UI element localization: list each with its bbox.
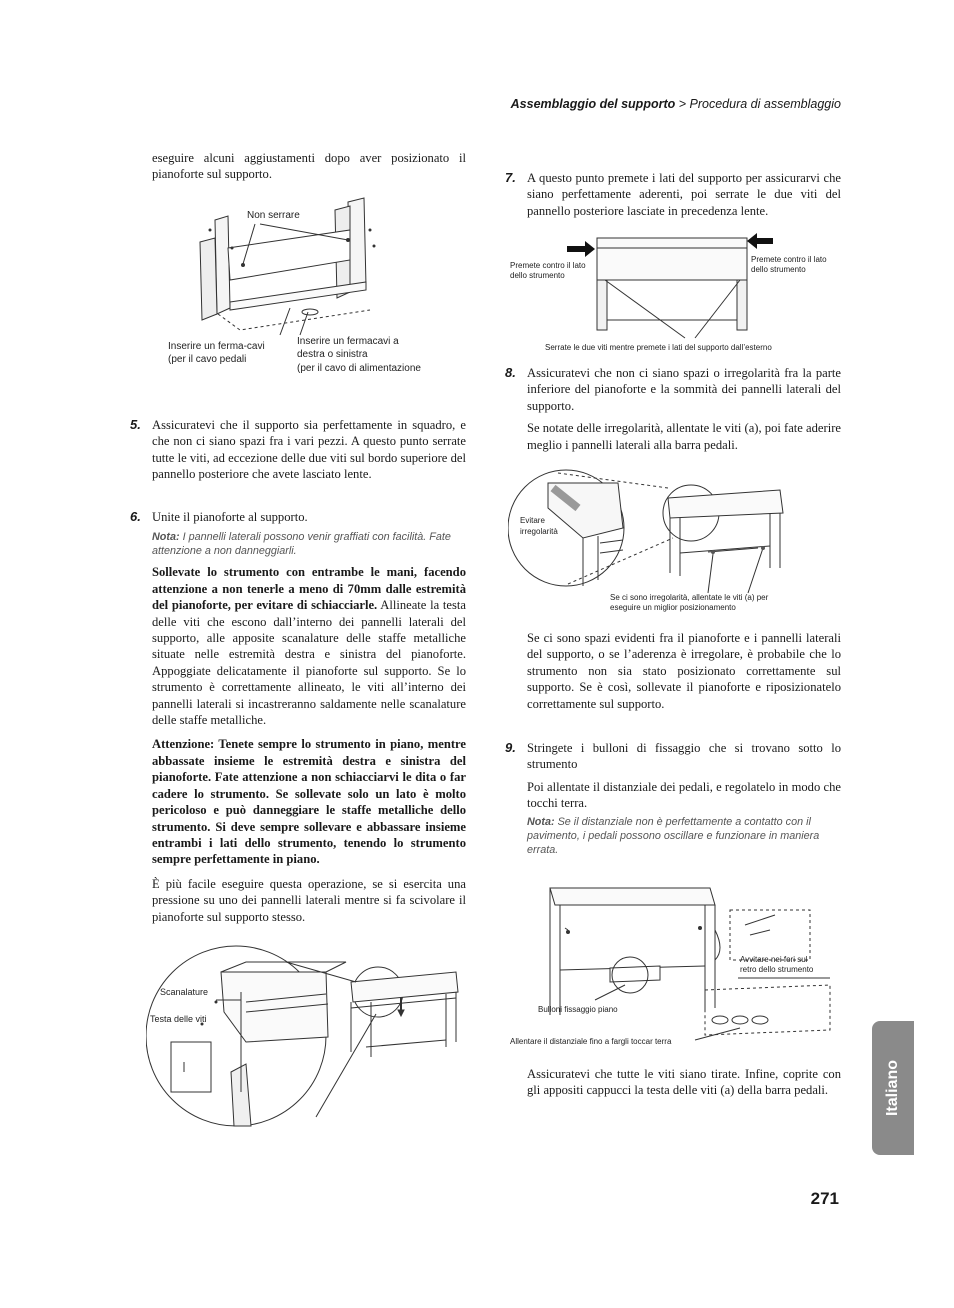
step-6-warning: Attenzione: Tenete sempre lo strumento in piano, mentre abbassate insieme le estremità destra e sinistra del pianoforte. Fate attenzione a non schiacciarvi le dita o far cadere lo strumento. Se sollevate solo un lato è molto pericoloso e può danneggiare le staffe metalliche dello strumento. Si deve sempre sollevare e abbassare insieme entrambi i lati dello strumento, tenendo lo strumento sempre perfettamente in piano. <box>152 737 466 867</box>
step-9-note <box>527 815 841 857</box>
fig5-label-avvitare-1: Avvitare nei fori sul <box>740 955 808 964</box>
step-5-body <box>152 417 466 489</box>
fig5-label-bulloni: Bulloni fissaggio piano <box>538 1005 618 1014</box>
step-6-note-label: Nota: <box>152 531 180 544</box>
fig5-label-allentare: Allentare il distanziale fino a fargli toccar terra <box>510 1037 672 1046</box>
running-header <box>511 97 841 111</box>
fig2-label-scanalature: Scanalature <box>160 987 209 997</box>
figure-press-sides <box>505 228 845 353</box>
header-subsection: Procedura di assemblaggio <box>689 97 841 111</box>
fig4-label-evitare-1: Evitare <box>520 516 545 525</box>
step-6-number: 6. <box>130 509 141 524</box>
step-8-paragraph-2: Se notate delle irregolarità, allentate le viti (a), poi fate aderire meglio i pannelli laterali alla barra pedali. <box>527 421 841 452</box>
header-section: Assemblaggio del supporto <box>510 97 676 111</box>
step-9-continued <box>527 1066 841 1105</box>
step-7-text: A questo punto premete i lati del supporto per assicurarvi che siano perfettamente aderenti, poi serrate le due viti del pannello posteriore lasciate in precedenza lente. <box>527 171 841 218</box>
fig3-label-right-1: Premete contro il lato <box>751 255 827 264</box>
step-7-number: 7. <box>505 170 516 185</box>
page-number: 271 <box>810 1189 839 1208</box>
step-6-text: Unite il pianoforte al supporto. <box>152 510 308 524</box>
fig1-label-fermacavi-3: (per il cavo di alimentazione <box>297 363 421 374</box>
step-6-note <box>152 530 466 558</box>
fig1-label-fermacavi-2: destra o sinistra <box>297 349 368 360</box>
step-9-number: 9. <box>505 740 516 755</box>
step-6-note-text: I pannelli laterali possono venir graffiati con facilità. Fate attenzione a non danneggiarli. <box>152 531 451 558</box>
fig4-label-evitare-2: irregolarità <box>520 527 558 536</box>
fig1-label-ferma-cavi-1: Inserire un ferma-cavi <box>168 341 265 352</box>
step-8-paragraph-1: Assicuratevi che non ci siano spazi o irregolarità fra la parte inferiore del pianoforte e la sommità dei pannelli laterali del supporto. <box>527 366 841 413</box>
fig3-label-bottom: Serrate le due viti mentre premete i lati del supporto dall’esterno <box>545 343 772 352</box>
step-9-paragraph-2: Poi allentate il distanziale dei pedali, e regolatelo in modo che tocchi terra. <box>527 779 841 811</box>
step-9-paragraph-3: Assicuratevi che tutte le viti siano tirate. Infine, coprite con gli appositi cappucci la testa delle viti (a) della barra pedali. <box>527 1067 841 1098</box>
step-5-number: 5. <box>130 417 141 432</box>
step-5-text: Assicuratevi che il supporto sia perfettamente in squadro, e che non ci siano spazi fra i vari pezzi. A questo punto serrate tutte le viti, ad eccezione delle due viti sul bordo superiore del pannello posteriore che avete lasciato lente. <box>152 418 466 482</box>
header-separator: > <box>675 97 690 111</box>
step-6-p1-rest: Allineate la testa delle viti che escono dall’interno dei pannelli laterali del supporto, alle apposite scanalature delle staffe metalliche situate nelle estremità destra e sinistra del pianoforte. Appoggiate delicatamente il pianoforte sul supporto. Se lo strumento è correttamente allineato, le viti all’interno dei pannelli laterali si incastreranno saldamente nelle scanalature delle staffe metalliche. <box>152 598 466 728</box>
fig5-label-avvitare-2: retro dello strumento <box>740 965 814 974</box>
step-8-number: 8. <box>505 365 516 380</box>
fig3-label-left-2: dello strumento <box>510 271 565 280</box>
step-9-paragraph-1: Stringete i bulloni di fissaggio che si trovano sotto lo strumento <box>527 741 841 772</box>
step-9-body <box>527 740 841 863</box>
intro-paragraph: eseguire alcuni aggiustamenti dopo aver posizionato il pianoforte sul supporto. <box>152 151 466 182</box>
step-8-continued <box>527 630 841 718</box>
step-6-paragraph-1 <box>152 564 466 728</box>
fig4-label-bottom-1: Se ci sono irregolarità, allentate le viti (a) per <box>610 593 769 602</box>
step-6-paragraph-3: È più facile eseguire questa operazione, se si esercita una pressione su uno dei pannelli laterali mentre si fa scivolare il pianoforte sul supporto stesso. <box>152 876 466 924</box>
fig2-label-testa-viti: Testa delle viti <box>150 1014 207 1024</box>
step-8-body <box>527 365 841 459</box>
step-9-note-label: Nota: <box>527 815 555 828</box>
fig1-label-ferma-cavi-2: (per il cavo pedali <box>168 354 247 365</box>
fig4-label-bottom-2: eseguire un miglior posizionamento <box>610 603 736 612</box>
step-8-paragraph-3: Se ci sono spazi evidenti fra il pianoforte e i pannelli laterali del supporto, o se l’aderenza è irregolare, è probabile che lo strumento non sia stato posizionato correttamente sul supporto. Se è così, sollevate il pianoforte e riposizionatelo correttamente sul supporto. <box>527 631 841 711</box>
step-9-note-text: Se il distanziale non è perfettamente a contatto con il pavimento, i pedali possono oscillare e funzionare in maniera errata. <box>527 815 820 856</box>
step-7-body <box>527 170 841 225</box>
fig3-label-left-1: Premete contro il lato <box>510 261 586 270</box>
fig1-label-fermacavi-1: Inserire un fermacavi a <box>297 336 399 347</box>
figure-mount-piano <box>146 942 466 1132</box>
fig1-label-non-serrare: Non serrare <box>247 210 300 221</box>
language-side-tab-label: Italiano <box>884 1059 901 1117</box>
step-6-p1-bold: Sollevate lo strumento con entrambe le mani, facendo attenzione a non tenerle a meno di 70mm dalle estremità del pianoforte, per evitare di schiacciarle. <box>152 565 466 613</box>
left-intro <box>152 150 466 189</box>
step-6-body <box>152 509 466 931</box>
language-side-tab <box>872 1021 914 1155</box>
fig3-label-right-2: dello strumento <box>751 265 806 274</box>
